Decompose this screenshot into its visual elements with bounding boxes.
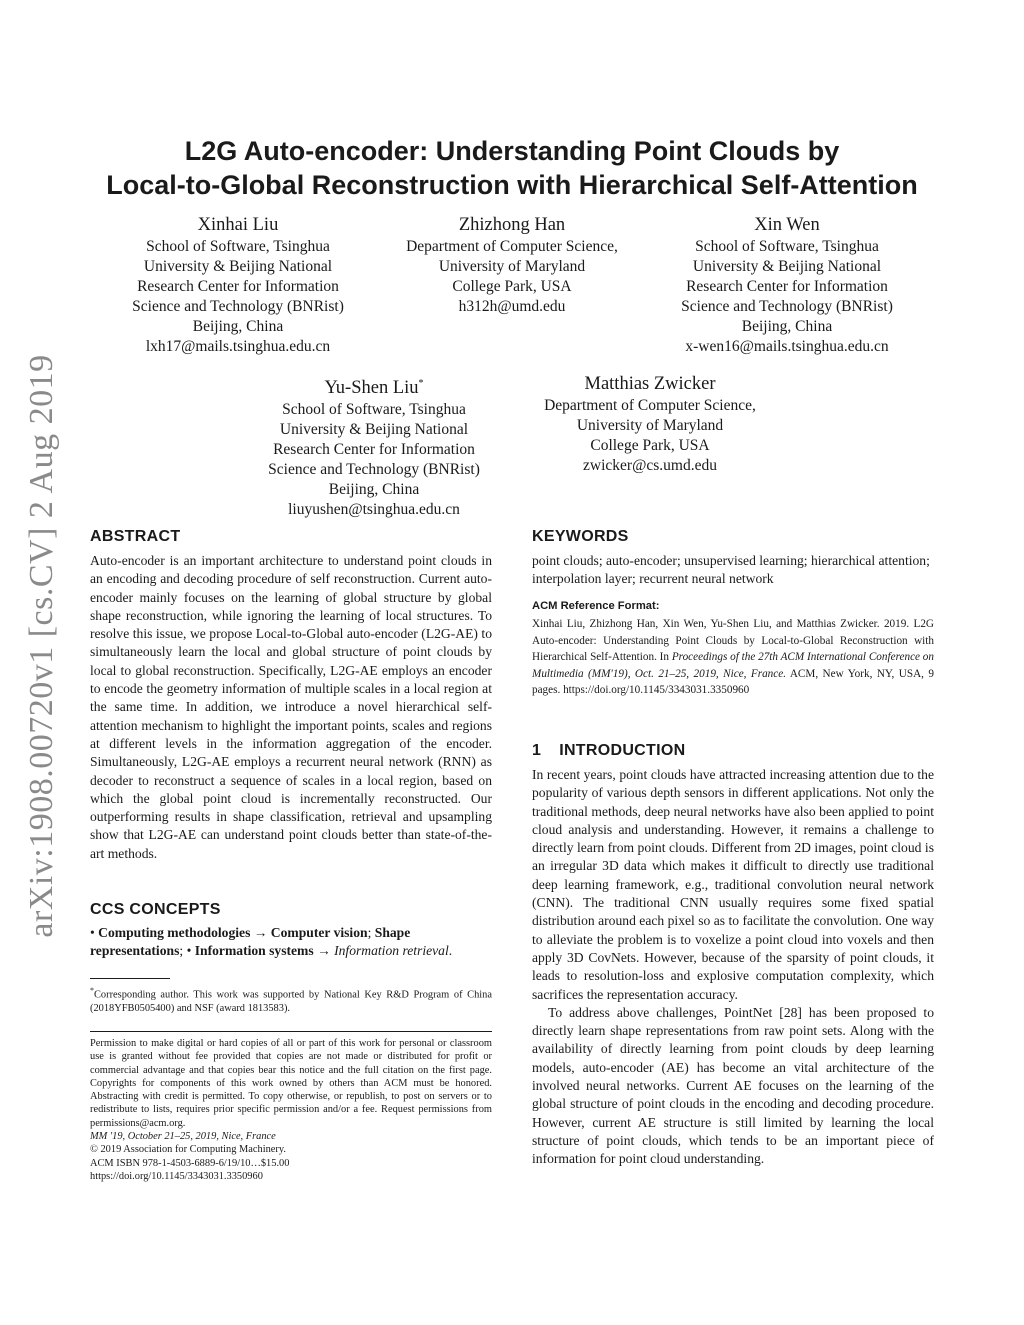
author-affiliation-line: College Park, USA [452,278,572,295]
ccs-separator: ; [367,925,372,940]
ccs-bullet: • [186,943,192,959]
author-name: Matthias Zwicker [584,374,716,394]
venue-text: MM '19, October 21–25, 2019, Nice, France [90,1131,276,1143]
intro-heading [532,742,685,760]
arrow-icon: → [317,943,331,959]
title-line-2: Local-to-Global Reconstruction with Hierarchical Self-Attention [106,170,918,200]
arxiv-stamp [22,356,62,936]
ccs-bullet: • [90,925,95,940]
author-name: Xinhai Liu [197,215,279,235]
keywords-text: point clouds; auto-encoder; unsupervised learning; hierarchical attention; interpolation layer; recurrent neural network [532,553,930,587]
footnote-text: Corresponding author. This work was supported by National Key R&D Program of China (2018YFB0505400) and NSF (award 1813583). [90,989,492,1014]
corresponding-marker: * [418,378,424,389]
ccs-end: . [448,943,453,959]
ccs-concept: Information systems [194,943,314,959]
author-name: Xin Wen [754,215,820,235]
author-affiliation-line: College Park, USA [590,437,710,454]
arxiv-stamp-text: arXiv:1908.00720v1 [cs.CV] 2 Aug 2019 [23,354,60,938]
author-email: liuyushen@tsinghua.edu.cn [288,501,460,519]
permission-rule [90,1031,492,1032]
author-email: x-wen16@mails.tsinghua.edu.cn [685,338,889,355]
author-affiliation-line: Department of Computer Science, [406,238,618,255]
author-affiliation-line: University & Beijing National [692,258,882,275]
author-affiliation-line: Beijing, China [328,481,420,499]
author-affiliation-line: Science and Technology (BNRist) [268,461,480,479]
permission-block [90,1037,492,1183]
intro-paragraph: In recent years, point clouds have attracted increasing attention due to the popularity of various depth sensors in different applications. Not only the traditional methods, deep neural networks have also been applied to point cloud analysis and understanding. However, it remains a challenge to directly learn from point clouds. Different from 2D images, point cloud is an irregular 3D data which makes it difficult to directly use traditional deep learning framework, e.g., traditional convolution neural network (CNN). The traditional CNN usually requires some fixed spatial distribution around each pixel so as to facilitate the convolution. One way to alleviate the problem is to voxelize a point cloud into voxels and then apply 3D CovNets. However, because of the sparsity of point clouds, it leads to resolution-loss and explosive computation complexity, which sacrifices the representation accuracy. [532,767,934,1002]
author-affiliation-line: University of Maryland [576,417,724,434]
footnote-marker: * [90,986,94,995]
author-name-text: Yu-Shen Liu [324,378,419,399]
author-block [374,213,650,317]
ccs-concept: Information retrieval [334,943,449,959]
intro-paragraph: To address above challenges, PointNet [28] has been proposed to directly learn shape representations from raw point sets. Along with the availability of directly learning from point clouds by deep learning models, auto-encoder (AE) has become an vital architecture of the involved neural networks. Current AE focuses on the learning of the global structure of point clouds in the encoding and decoding procedure. However, current AE structure is still limited by learning the local structure of point clouds, which tends to be an important piece of information for point cloud understanding. [532,1004,934,1167]
ccs-concept: Computing methodologies [98,925,251,940]
acm-ref-proceedings: Proceedings of the 27th ACM International Conference on Multimedia (MM'19), Oct. 21–25, 2019, Nice, France. [532,651,934,680]
author-name [236,372,512,400]
section-title: INTRODUCTION [559,742,686,759]
author-affiliation-line: University & Beijing National [279,421,469,439]
acm-ref-citation: Xinhai Liu, Zhizhong Han, Xin Wen, Yu-Shen Liu, and Matthias Zwicker. 2019. L2G Auto-encoder: Understanding Point Clouds by Local-to-Global Reconstruction with Hierarchical Self-Attention. In [532,618,934,663]
footnote-rule [90,978,170,979]
author-affiliation-line: School of Software, Tsinghua [146,238,330,255]
abstract-text: Auto-encoder is an important architecture to understand point clouds in an encoding and decoding procedure of self reconstruction. Current auto-encoder mainly focuses on the learning of global structure by global shape reconstruction, while ignoring the learning of local structures. To resolve this issue, we propose Local-to-Global auto-encoder (L2G-AE) to simultaneously learn the local and global structure of point clouds by local to global reconstruction. Specifically, L2G-AE employs an encoder to encode the geometry information of multiple scales in a local region at the same time. In addition, we introduce a novel hierarchical self-attention mechanism to highlight the important points, scales and regions at different levels in the information aggregation of the encoder. Simultaneously, L2G-AE employs a recurrent neural network (RNN) as decoder to reconstruct a sequence of scales in a local region, based on which the global point cloud is incrementally reconstructed. Our outperforming results in shape classification, retrieval and upsampling show that L2G-AE can understand point clouds better than state-of-the-art methods. [90,553,492,861]
author-affiliation-line: Beijing, China [192,318,284,335]
doi-link[interactable]: https://doi.org/10.1145/3343031.3350960 [90,1170,263,1182]
author-name: Zhizhong Han [458,215,566,235]
ccs-concepts [90,924,492,961]
author-email: zwicker@cs.umd.edu [583,457,717,474]
ccs-heading: CCS CONCEPTS [90,901,221,918]
author-block [512,372,788,476]
section-number: 1 [532,742,542,759]
author-affiliation-line: Science and Technology (BNRist) [681,298,893,315]
author-affiliation-line: School of Software, Tsinghua [695,238,879,255]
intro-body [532,766,934,1169]
author-block [236,372,512,520]
author-affiliation-line: Science and Technology (BNRist) [132,298,344,315]
isbn-line: ACM ISBN 978-1-4503-6889-6/19/10…$15.00 [90,1157,290,1169]
acm-ref-heading: ACM Reference Format: [532,600,660,612]
ccs-separator: ; [179,943,184,959]
keywords-heading: KEYWORDS [532,528,629,545]
abstract-heading: ABSTRACT [90,528,181,545]
arrow-icon: → [253,925,268,940]
author-block [649,213,925,357]
acm-ref-text [532,616,934,699]
acm-ref-publisher: ACM, New York, NY, USA, 9 pages. https://doi.org/10.1145/3343031.3350960 [532,667,934,696]
author-email: h312h@umd.edu [458,298,566,315]
ccs-concept: Shape representations [90,925,411,959]
author-affiliation-line: School of Software, Tsinghua [282,401,466,419]
copyright-line: © 2019 Association for Computing Machinery. [90,1144,286,1156]
title-line-1: L2G Auto-encoder: Understanding Point Clouds by [184,136,840,166]
author-affiliation-line: Research Center for Information [137,278,339,295]
permission-text: Permission to make digital or hard copies of all or part of this work for personal or classroom use is granted without fee provided that copies are not made or distributed for profit or commercial advantage and that copies bear this notice and the full citation on the first page. Copyrights for components of this work owned by others than ACM must be honored. Abstracting with credit is permitted. To copy otherwise, or republish, to post on servers or to redistribute to lists, requires prior specific permission and/or a fee. Request permissions from permissions@acm.org. [90,1038,492,1129]
author-block [100,213,376,357]
author-affiliation-line: Beijing, China [741,318,833,335]
author-affiliation-line: University & Beijing National [143,258,333,275]
author-email: lxh17@mails.tsinghua.edu.cn [145,338,331,355]
paper-title [60,134,964,202]
author-affiliation-line: Research Center for Information [273,441,475,459]
author-affiliation-line: Department of Computer Science, [544,397,756,414]
author-affiliation-line: Research Center for Information [686,278,888,295]
ccs-concept: Computer vision [270,925,368,940]
footnote [90,984,492,1015]
author-affiliation-line: University of Maryland [438,258,586,275]
venue-line [90,1130,492,1143]
